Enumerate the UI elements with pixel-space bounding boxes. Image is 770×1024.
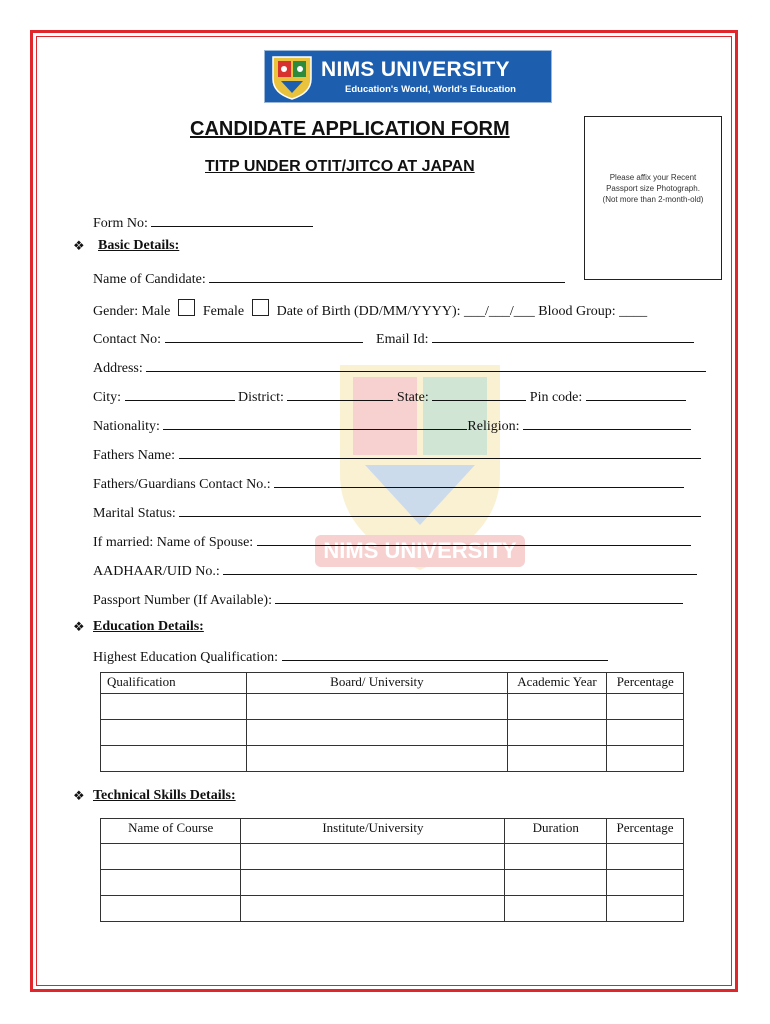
svg-text:NIMS UNIVERSITY: NIMS UNIVERSITY bbox=[323, 538, 517, 563]
blood-group-field[interactable]: Blood Group: ____ bbox=[538, 304, 648, 319]
spouse-row: If married: Name of Spouse: bbox=[93, 531, 691, 549]
table-cell[interactable] bbox=[607, 720, 684, 746]
fathers-name-field[interactable] bbox=[179, 444, 701, 459]
highest-qualification-field[interactable] bbox=[282, 646, 608, 661]
name-field[interactable] bbox=[209, 268, 565, 283]
table-header-row bbox=[101, 673, 684, 694]
table-cell[interactable] bbox=[507, 694, 607, 720]
nationality-row: Nationality: Religion: bbox=[93, 415, 691, 433]
aadhaar-row: AADHAAR/UID No.: bbox=[93, 560, 697, 578]
table-cell[interactable] bbox=[101, 694, 247, 720]
table-cell[interactable] bbox=[607, 694, 684, 720]
table-cell[interactable] bbox=[101, 844, 241, 870]
column-header: Duration bbox=[505, 819, 607, 844]
table-cell[interactable] bbox=[241, 870, 505, 896]
fathers-name-row: Fathers Name: bbox=[93, 444, 701, 462]
basic-details-heading: Basic Details: bbox=[98, 238, 180, 253]
technical-skills-heading: Technical Skills Details: bbox=[93, 788, 236, 803]
spouse-field[interactable] bbox=[257, 531, 691, 546]
table-cell[interactable] bbox=[101, 896, 241, 922]
marital-field[interactable] bbox=[179, 502, 701, 517]
marital-row: Marital Status: bbox=[93, 502, 701, 520]
passport-field[interactable] bbox=[275, 589, 683, 604]
address-field[interactable] bbox=[146, 357, 706, 372]
photo-box[interactable] bbox=[584, 116, 722, 280]
table-header-row bbox=[101, 819, 684, 844]
table-row bbox=[101, 870, 684, 896]
form-no-field[interactable] bbox=[151, 212, 313, 227]
form-no-row: Form No: bbox=[93, 212, 313, 230]
table-cell[interactable] bbox=[247, 694, 507, 720]
table-cell[interactable] bbox=[101, 746, 247, 772]
diamond-bullet-icon: ❖ bbox=[73, 788, 85, 803]
logo-name: NIMS UNIVERSITY bbox=[321, 57, 510, 81]
district-field[interactable] bbox=[287, 386, 393, 401]
table-cell[interactable] bbox=[241, 844, 505, 870]
table-cell[interactable] bbox=[507, 746, 607, 772]
male-checkbox[interactable] bbox=[178, 299, 195, 316]
logo-tagline: Education's World, World's Education bbox=[345, 83, 516, 95]
table-cell[interactable] bbox=[247, 746, 507, 772]
diamond-bullet-icon: ❖ bbox=[73, 619, 85, 634]
column-header: Name of Course bbox=[101, 819, 241, 844]
university-logo bbox=[264, 50, 552, 103]
education-table bbox=[100, 672, 684, 772]
guardian-contact-field[interactable] bbox=[274, 473, 684, 488]
table-cell[interactable] bbox=[607, 844, 684, 870]
form-title: CANDIDATE APPLICATION FORM bbox=[190, 118, 510, 140]
highest-qualification-row: Highest Education Qualification: bbox=[93, 646, 608, 664]
table-row bbox=[101, 896, 684, 922]
passport-row: Passport Number (If Available): bbox=[93, 589, 683, 607]
column-header: Percentage bbox=[607, 819, 684, 844]
column-header: Percentage bbox=[607, 673, 684, 694]
table-cell[interactable] bbox=[505, 870, 607, 896]
table-cell[interactable] bbox=[505, 844, 607, 870]
state-field[interactable] bbox=[432, 386, 526, 401]
table-cell[interactable] bbox=[101, 720, 247, 746]
table-cell[interactable] bbox=[607, 746, 684, 772]
nationality-field[interactable] bbox=[163, 415, 467, 430]
contact-row: Contact No: Email Id: bbox=[93, 328, 694, 346]
table-row bbox=[101, 694, 684, 720]
city-field[interactable] bbox=[125, 386, 235, 401]
table-row bbox=[101, 844, 684, 870]
crest-icon bbox=[269, 53, 315, 101]
contact-field[interactable] bbox=[165, 328, 363, 343]
column-header: Institute/University bbox=[241, 819, 505, 844]
aadhaar-field[interactable] bbox=[223, 560, 697, 575]
table-row bbox=[101, 746, 684, 772]
guardian-contact-row: Fathers/Guardians Contact No.: bbox=[93, 473, 684, 491]
table-cell[interactable] bbox=[505, 896, 607, 922]
gender-row: Gender: Male Female Date of Birth (DD/MM/YYYY): ___/___/___ Blood Group: ____ bbox=[93, 299, 647, 317]
table-cell[interactable] bbox=[607, 870, 684, 896]
email-field[interactable] bbox=[432, 328, 694, 343]
education-details-heading: Education Details: bbox=[93, 619, 204, 634]
religion-field[interactable] bbox=[523, 415, 691, 430]
diamond-bullet-icon: ❖ bbox=[73, 238, 85, 253]
city-row: City: District: State: Pin code: bbox=[93, 386, 686, 404]
table-cell[interactable] bbox=[247, 720, 507, 746]
technical-table bbox=[100, 818, 684, 922]
table-row bbox=[101, 720, 684, 746]
column-header: Qualification bbox=[101, 673, 247, 694]
photo-instructions: Please affix your Recent Passport size Photograph. (Not more than 2-month-old) bbox=[602, 172, 704, 204]
table-cell[interactable] bbox=[607, 896, 684, 922]
table-cell[interactable] bbox=[507, 720, 607, 746]
name-row: Name of Candidate: bbox=[93, 268, 565, 286]
column-header: Academic Year bbox=[507, 673, 607, 694]
pin-field[interactable] bbox=[586, 386, 686, 401]
column-header: Board/ University bbox=[247, 673, 507, 694]
female-checkbox[interactable] bbox=[252, 299, 269, 316]
form-subtitle: TITP UNDER OTIT/JITCO AT JAPAN bbox=[205, 158, 475, 175]
dob-field[interactable]: Date of Birth (DD/MM/YYYY): ___/___/___ bbox=[276, 304, 535, 319]
table-cell[interactable] bbox=[241, 896, 505, 922]
table-cell[interactable] bbox=[101, 870, 241, 896]
address-row: Address: bbox=[93, 357, 706, 375]
